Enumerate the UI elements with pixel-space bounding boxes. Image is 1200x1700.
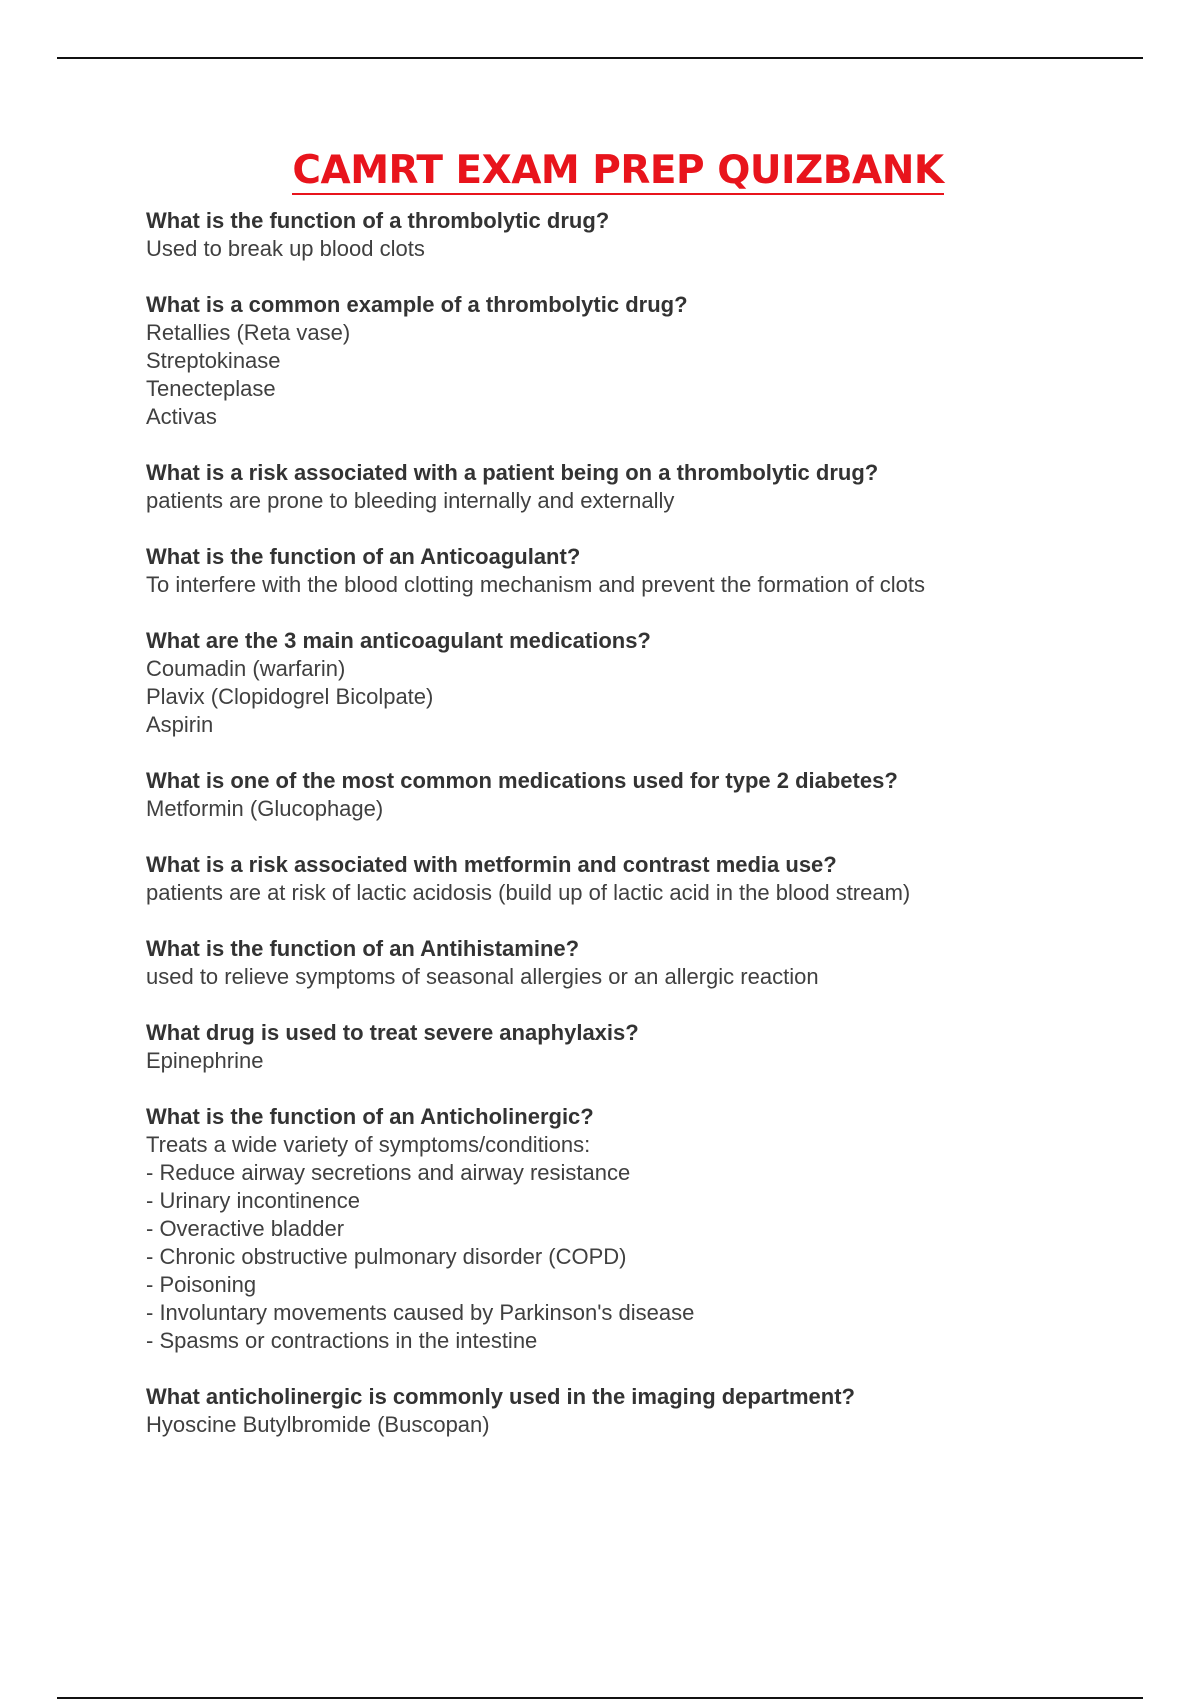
qa-item: [146, 1383, 1146, 1439]
qa-item: [146, 627, 1146, 739]
qa-item: [146, 851, 1146, 907]
question: What is the function of an Antihistamine?: [146, 936, 580, 961]
answer-line: Activas: [146, 404, 217, 429]
question: What anticholinergic is commonly used in the imaging department?: [146, 1384, 855, 1409]
answer-line: Plavix (Clopidogrel Bicolpate): [146, 684, 434, 709]
answer-line: - Reduce airway secretions and airway resistance: [146, 1160, 631, 1185]
answer-line: Treats a wide variety of symptoms/conditions:: [146, 1132, 591, 1157]
qa-item: [146, 543, 1146, 599]
answer-line: Streptokinase: [146, 348, 281, 373]
question: What is a common example of a thrombolytic drug?: [146, 292, 688, 317]
question: What drug is used to treat severe anaphylaxis?: [146, 1020, 639, 1045]
qa-item: [146, 459, 1146, 515]
answer-line: Aspirin: [146, 712, 214, 737]
answer-line: Coumadin (warfarin): [146, 656, 346, 681]
answer-line: Metformin (Glucophage): [146, 796, 384, 821]
qa-item: [146, 291, 1146, 431]
answer-line: - Poisoning: [146, 1272, 257, 1297]
qa-item: [146, 207, 1146, 263]
answer-line: Used to break up blood clots: [146, 236, 425, 261]
answer-line: - Involuntary movements caused by Parkinson's disease: [146, 1300, 695, 1325]
answer-line: To interfere with the blood clotting mechanism and prevent the formation of clots: [146, 572, 925, 597]
answer-line: Hyoscine Butylbromide (Buscopan): [146, 1412, 490, 1437]
question: What is the function of an Anticholinergic?: [146, 1104, 594, 1129]
top-rule: [57, 57, 1143, 59]
answer-line: - Spasms or contractions in the intestine: [146, 1328, 538, 1353]
question: What is a risk associated with a patient being on a thrombolytic drug?: [146, 460, 879, 485]
quiz-content: [146, 207, 1146, 1467]
qa-item: [146, 935, 1146, 991]
answer-line: - Chronic obstructive pulmonary disorder (COPD): [146, 1244, 627, 1269]
question: What are the 3 main anticoagulant medications?: [146, 628, 651, 653]
answer-line: patients are at risk of lactic acidosis (build up of lactic acid in the blood stream): [146, 880, 911, 905]
question: What is a risk associated with metformin and contrast media use?: [146, 852, 837, 877]
qa-item: [146, 1103, 1146, 1355]
question: What is the function of an Anticoagulant?: [146, 544, 581, 569]
question: What is one of the most common medications used for type 2 diabetes?: [146, 768, 898, 793]
answer-line: patients are prone to bleeding internally and externally: [146, 488, 675, 513]
qa-item: [146, 1019, 1146, 1075]
answer-line: - Overactive bladder: [146, 1216, 345, 1241]
page-title: [0, 150, 1200, 195]
bottom-rule: [57, 1697, 1143, 1699]
answer-line: Retallies (Reta vase): [146, 320, 351, 345]
answer-line: Epinephrine: [146, 1048, 264, 1073]
answer-line: Tenecteplase: [146, 376, 276, 401]
answer-line: used to relieve symptoms of seasonal allergies or an allergic reaction: [146, 964, 819, 989]
answer-line: - Urinary incontinence: [146, 1188, 360, 1213]
question: What is the function of a thrombolytic drug?: [146, 208, 610, 233]
page-title-text: CAMRT EXAM PREP QUIZBANK: [292, 148, 944, 193]
qa-item: [146, 767, 1146, 823]
